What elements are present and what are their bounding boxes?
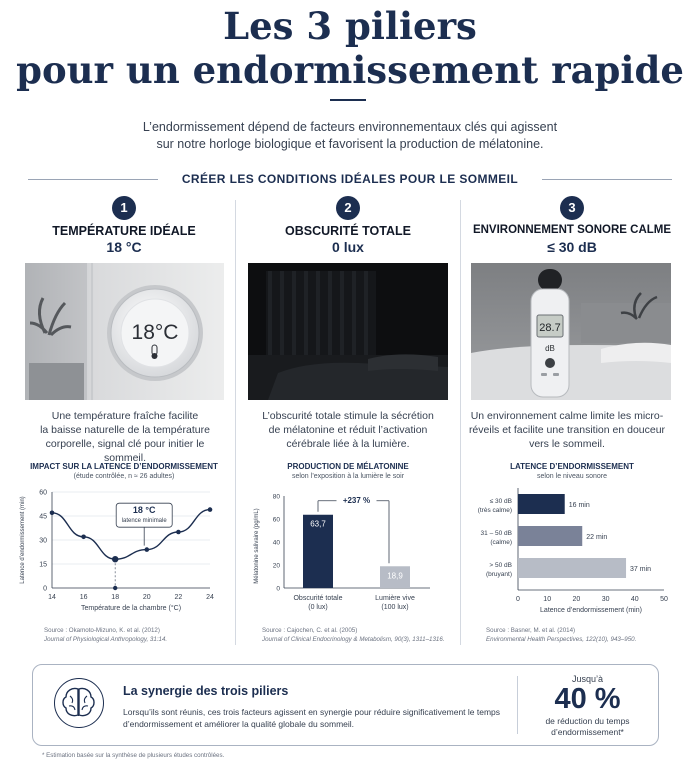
x-tick-label: 10 [543,596,552,603]
y-tick-label: 45 [39,513,47,521]
pillar-title-2: OBSCURITÉ TOTALE [285,224,411,238]
x-tick-label: 40 [630,596,639,603]
synergy-pre: Jusqu’à [571,674,604,684]
x-axis-label: Température de la chambre (°C) [80,605,182,612]
y-tick-label: 15 [39,561,47,569]
source-2 [262,627,445,644]
pillar-number-2: 2 [336,196,360,220]
category-label: 31 – 50 dB [480,530,512,537]
chart-title-1: IMPACT SUR LA LATENCE D’ENDORMISSEMENT [30,462,218,471]
data-point [50,511,55,516]
category-sublabel: (très calme) [477,507,512,514]
chart-title-2: PRODUCTION DE MÉLATONINE [287,462,409,471]
category-sublabel: (0 lux) [308,604,328,611]
pillar-value-1: 18 °C [106,239,142,255]
y-tick-label: 0 [276,585,280,593]
brain-icon [54,678,104,728]
desc-line: de mélatonine et réduit l’activation [268,424,428,436]
title-line-2: pour un endormissement rapide [16,48,684,92]
y-tick-label: 40 [272,539,280,547]
category-label: Obscurité totale [293,595,343,602]
thermostat-reading: 18°C [131,321,179,344]
section-divider-right [542,179,672,180]
pillar-desc-3 [467,409,667,451]
y-tick-label: 60 [39,489,47,497]
data-point [81,535,86,540]
synergy-post [520,716,655,738]
min-axis-marker [113,586,117,590]
x-axis-label: Latence d’endormissement (min) [540,607,642,614]
chart-subtitle-3: selon le niveau sonore [536,473,608,480]
bar [518,494,565,514]
y-axis-label: Latence d’endormissement (min) [20,496,26,584]
thermostat-photo [25,263,224,400]
bar [518,558,626,578]
y-tick-label: 80 [272,493,280,501]
annotation-label: latence minimale [121,518,167,525]
source-line: Source : Basner, M. et al. (2014) [486,627,576,634]
category-sublabel: (100 lux) [381,604,409,611]
chart-subtitle-2: selon l’exposition à la lumière le soir [291,473,405,480]
pillar-number-3: 3 [560,196,584,220]
source-line: Source : Okamoto-Mizuno, K. et al. (2012) [44,627,160,634]
synergy-text: Lorsqu’ils sont réunis, ces trois facteurs agissent en synergie pour réduire significativement le temps d’endormissement et améliorer la qualité globale du sommeil. [123,707,501,729]
bar-value-label: 63,7 [310,519,326,529]
category-sublabel: (bruyant) [485,571,512,578]
x-tick-label: 20 [142,594,151,601]
title-line-1: Les 3 piliers [223,4,477,48]
bar [518,526,582,546]
bar-value-label: 18,9 [387,571,403,581]
x-tick-label: 30 [601,596,610,603]
difference-label: +237 % [342,496,371,506]
desc-line: la baisse naturelle de la température [40,424,210,436]
pillar-value-3: ≤ 30 dB [547,239,597,255]
y-tick-label: 60 [272,516,280,524]
x-tick-label: 24 [206,594,214,601]
source-journal: Journal of Physiological Anthropology, 31:14. [44,635,168,643]
synergy-divider [517,676,518,734]
data-point [145,547,150,552]
latency-line-chart [14,482,234,617]
x-tick-label: 50 [660,596,668,603]
category-sublabel: (calme) [490,539,512,546]
desc-line: L’obscurité totale stimule la sécrétion [262,410,434,422]
data-point [208,507,213,512]
synergy-post-line: de réduction du temps [545,716,630,726]
desc-line: réveils et facilite une transition en douceur [468,424,666,436]
bar-value-label: 16 min [568,502,590,509]
desc-line: corporelle, signal clé pour initier le sommeil. [45,438,205,464]
page-title [0,4,700,92]
data-point [112,556,118,562]
footnote: * Estimation basée sur la synthèse de plusieurs études contrôlées. [42,752,225,759]
intro-text [110,119,590,153]
meter-unit: dB [545,344,555,353]
pillar-title-3: ENVIRONNEMENT SONORE CALME [472,224,672,236]
pillar-title-1: TEMPÉRATURE IDÉALE [52,224,196,238]
pillar-number-1: 1 [112,196,136,220]
source-line: Source : Cajochen, C. et al. (2005) [262,627,358,634]
data-point [176,530,181,535]
section-title: CRÉER LES CONDITIONS IDÉALES POUR LE SOMMEIL [181,172,519,186]
category-label: ≤ 30 dB [489,498,512,505]
bar-value-label: 37 min [630,566,652,573]
x-tick-label: 22 [174,594,183,601]
source-1 [44,627,167,644]
y-axis-label: Mélatonine salivaire (pg/mL) [254,508,260,584]
pillar-desc-1 [25,409,225,465]
noise-bar-chart [462,482,682,617]
desc-line: vers le sommeil. [529,438,605,450]
title-divider [330,99,366,101]
source-journal: Environmental Health Perspectives, 122(10), 943–950. [486,635,637,643]
x-tick-label: 0 [516,596,520,603]
synergy-post-line: d’endormissement* [551,727,624,737]
synergy-value: 40 % [554,683,621,715]
meter-reading: 28.7 [539,322,561,334]
chart-subtitle-1: (étude contrôlée, n ≈ 26 adultes) [73,473,175,480]
category-label: > 50 dB [489,562,512,569]
source-journal: Journal of Clinical Endocrinology & Metabolism, 90(3), 1311–1316. [262,635,445,643]
column-separator [460,200,461,645]
chart-title-3: LATENCE D’ENDORMISSEMENT [510,462,634,471]
y-tick-label: 30 [39,537,47,545]
desc-line: Une température fraîche facilite [51,410,199,422]
synergy-title: La synergie des trois piliers [123,684,289,698]
annotation-value: 18 °C [132,505,156,516]
column-separator [235,200,236,645]
desc-line: cérébrale liée à la lumière. [286,438,410,450]
intro-line-1: L’endormissement dépend de facteurs environnementaux clés qui agissent [142,120,558,134]
dark-bedroom-photo [248,263,448,400]
sound-meter-photo [471,263,671,400]
pillar-value-2: 0 lux [332,239,364,255]
x-tick-label: 16 [79,594,88,601]
desc-line: Un environnement calme limite les micro- [470,410,664,422]
category-label: Lumière vive [375,595,415,602]
x-tick-label: 18 [111,594,120,601]
y-tick-label: 20 [272,562,280,570]
pillar-desc-2 [248,409,448,451]
melatonin-bar-chart [240,482,460,617]
bar-value-label: 22 min [586,534,608,541]
section-divider-left [28,179,158,180]
x-tick-label: 14 [48,594,56,601]
y-tick-label: 0 [43,585,47,593]
source-3 [486,627,636,644]
intro-line-2: sur notre horloge biologique et favorisent la production de mélatonine. [156,137,544,151]
x-tick-label: 20 [572,596,581,603]
